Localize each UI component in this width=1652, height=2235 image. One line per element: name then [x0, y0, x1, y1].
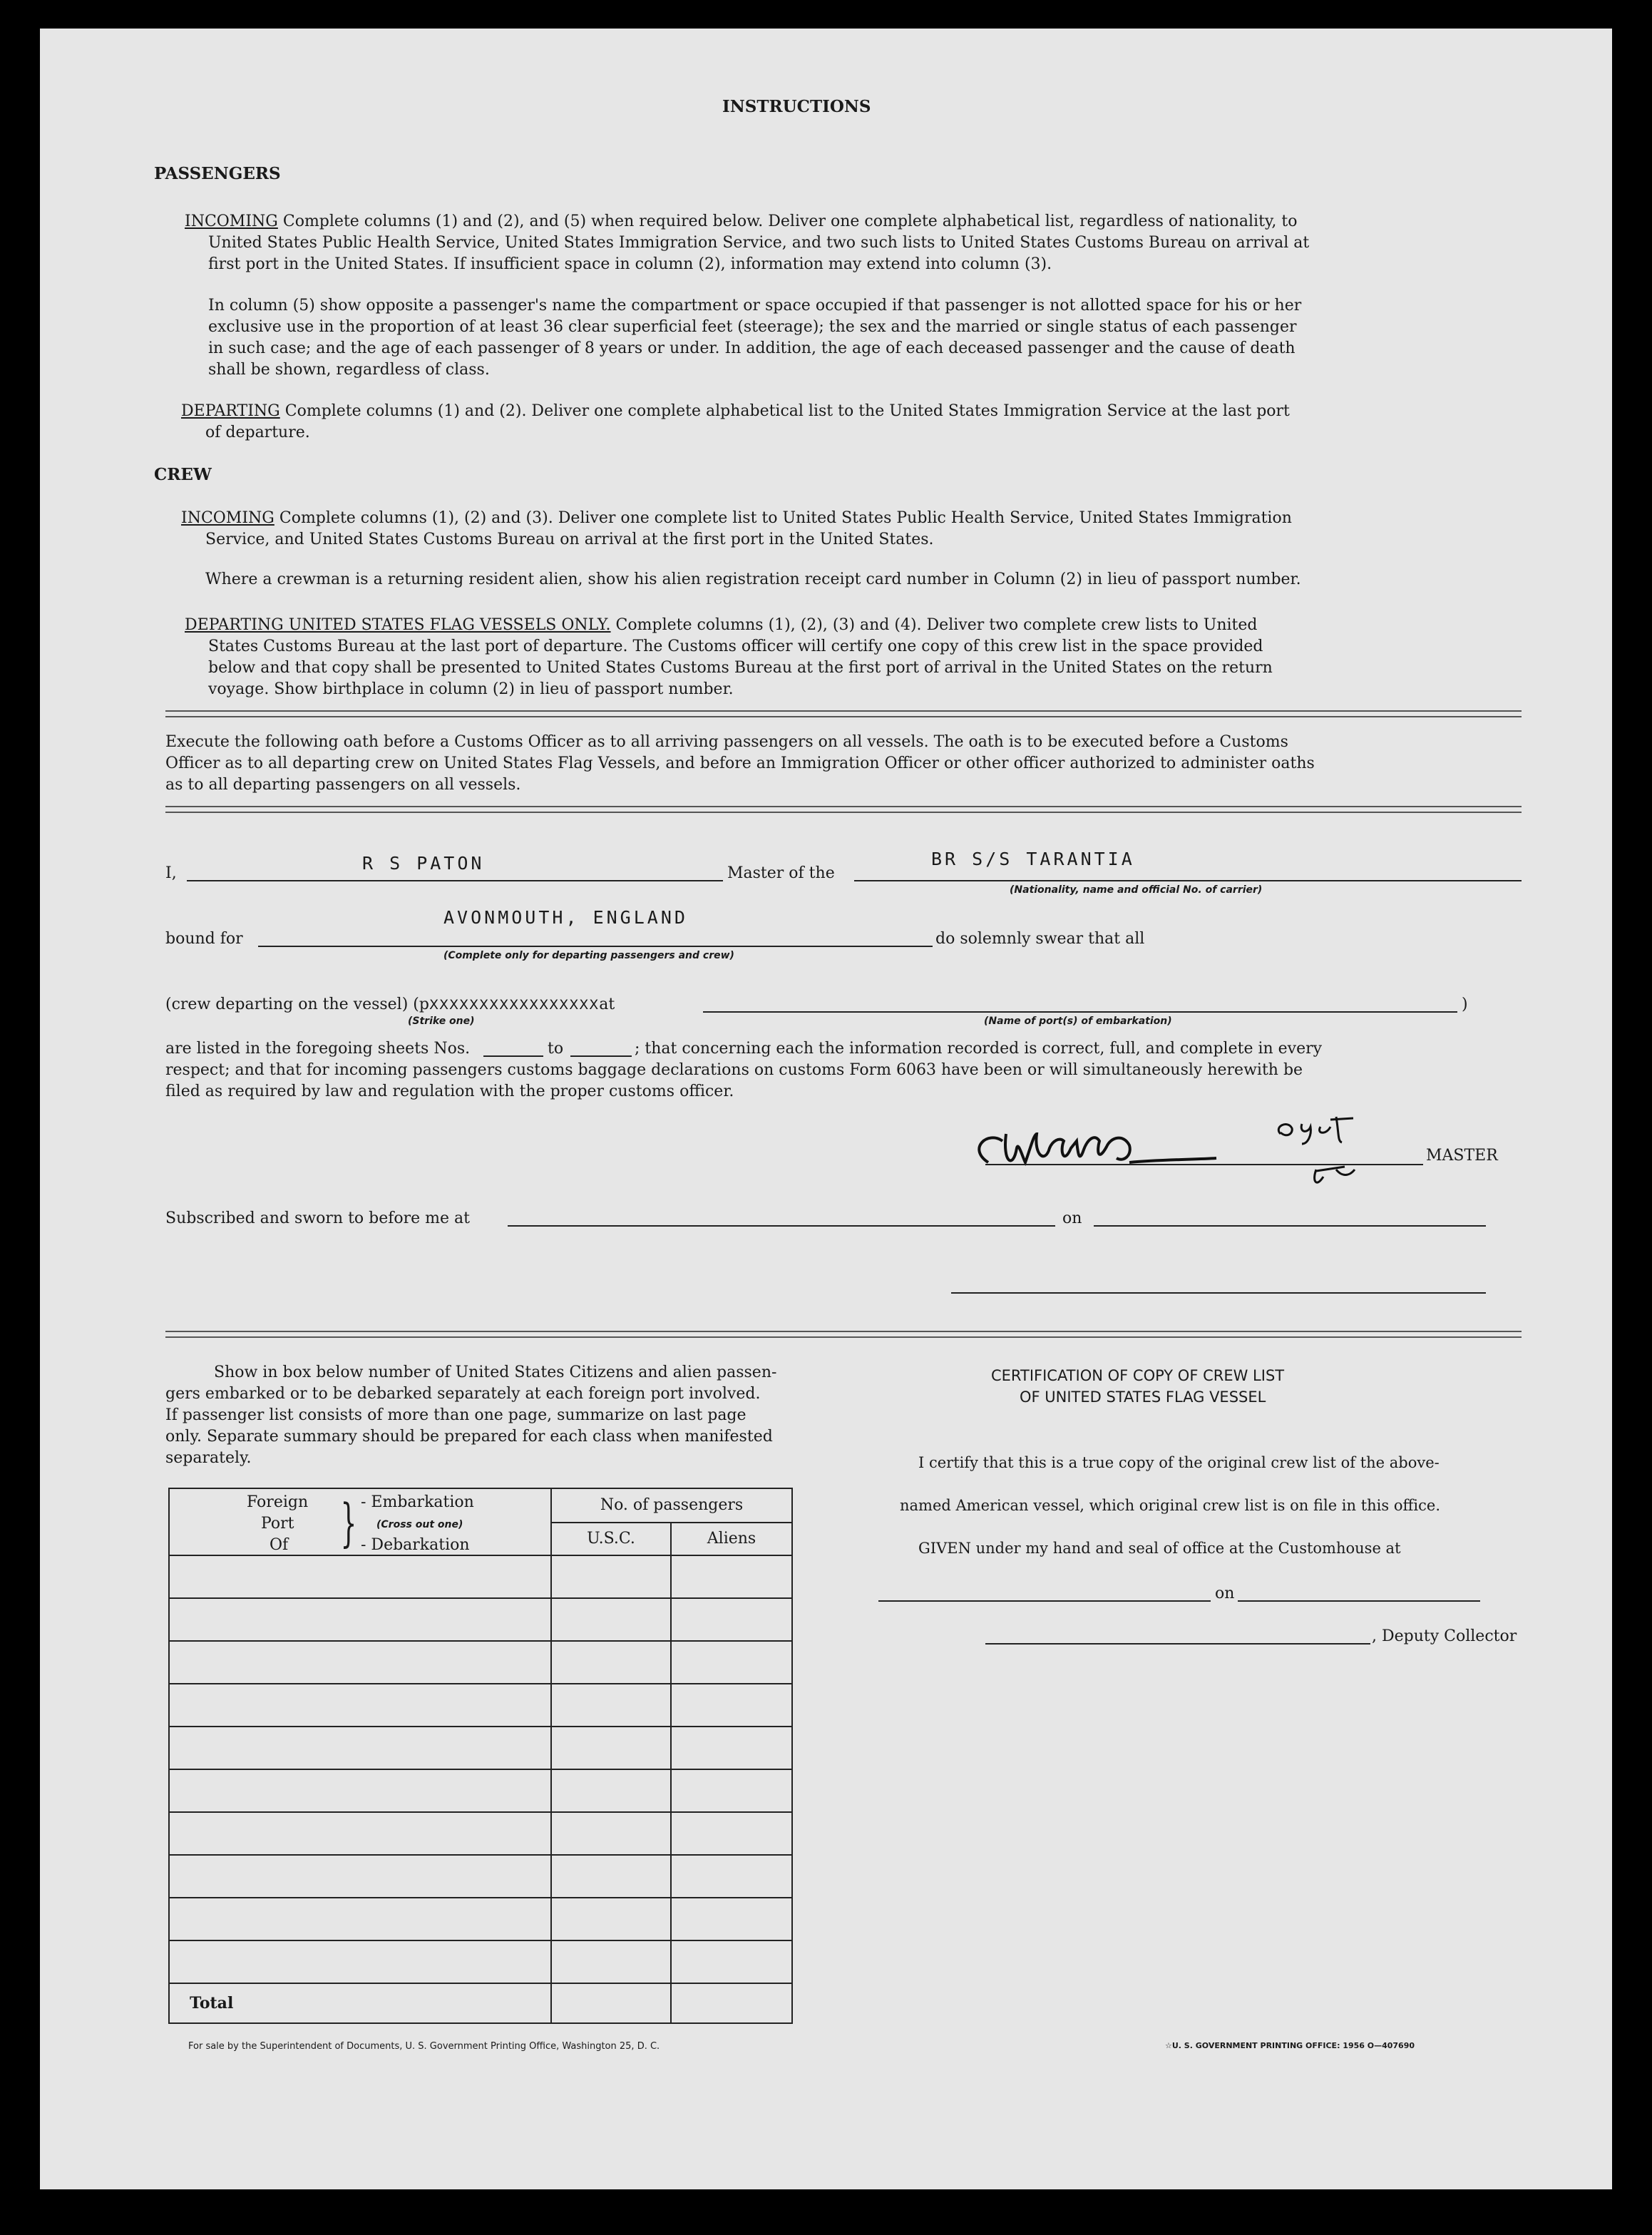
gpo-footer: ☆U. S. GOVERNMENT PRINTING OFFICE: 1956 O—407690 — [1165, 2041, 1415, 2050]
port-cell[interactable] — [169, 1598, 551, 1641]
ports-field-line — [703, 1011, 1457, 1013]
master-name-field-line — [187, 880, 723, 881]
on-label: on — [1062, 1209, 1082, 1227]
customhouse-field-line — [878, 1600, 1211, 1602]
passengers-departing-label: DEPARTING — [181, 402, 280, 420]
instructions-heading: INSTRUCTIONS — [722, 97, 871, 116]
deputy-collector-label: , Deputy Collector — [1372, 1627, 1517, 1645]
master-name-value[interactable]: R S PATON — [362, 853, 485, 874]
master-signature-line — [985, 1164, 1423, 1165]
usc-cell[interactable] — [551, 1598, 671, 1641]
column5-line1: In column (5) show opposite a passenger's name the compartment or space occupied if that passenger is not allotted space for his or her — [208, 297, 1302, 314]
usc-cell[interactable] — [551, 1898, 671, 1940]
crew-incoming-line1: INCOMING Complete columns (1), (2) and (3). Deliver one complete list to United States Public Health Service, United States Immigration — [181, 509, 1292, 527]
passengers-heading: PASSENGERS — [154, 164, 281, 183]
total-row — [169, 1983, 792, 2023]
table-header-row — [169, 1488, 792, 1523]
total-aliens-cell[interactable] — [671, 1983, 792, 2023]
summary-instr-line1: Show in box below number of United States Citizens and alien passen- — [214, 1364, 777, 1381]
sworn-date-field-line — [1094, 1225, 1486, 1227]
listed-to-label: to — [548, 1040, 564, 1058]
usc-cell[interactable] — [551, 1855, 671, 1898]
port-cell[interactable] — [169, 1898, 551, 1940]
usc-cell[interactable] — [551, 1727, 671, 1769]
vessel-value[interactable]: BR S/S TARANTIA — [931, 849, 1135, 869]
aliens-cell[interactable] — [671, 1684, 792, 1727]
struck-passengers-text: XXXXXXXXXXXXXXXXX — [429, 997, 600, 1013]
destination-field-line — [258, 946, 933, 947]
crew-departing-line4: voyage. Show birthplace in column (2) in lieu of passport number. — [208, 680, 734, 698]
aliens-cell[interactable] — [671, 1727, 792, 1769]
crew-heading: CREW — [154, 465, 212, 484]
foreign-label: Foreign — [247, 1493, 309, 1511]
foreign-port-header — [169, 1488, 551, 1555]
brace: } — [340, 1493, 357, 1553]
passengers-departing-line2: of departure. — [205, 424, 310, 441]
swear-label: do solemnly swear that all — [935, 930, 1145, 948]
table-row — [169, 1641, 792, 1684]
table-row — [169, 1555, 792, 1598]
sheet-from-field-line — [483, 1055, 543, 1057]
certification-line1: I certify that this is a true copy of the original crew list of the above- — [918, 1454, 1440, 1471]
table-row — [169, 1727, 792, 1769]
oath-intro-line3: as to all departing passengers on all vessels. — [165, 776, 521, 794]
crew-incoming-line2: Service, and United States Customs Bureau on arrival at the first port in the United States. — [205, 531, 934, 548]
usc-cell[interactable] — [551, 1684, 671, 1727]
column5-line4: shall be shown, regardless of class. — [208, 361, 490, 379]
port-cell[interactable] — [169, 1940, 551, 1983]
table-row — [169, 1898, 792, 1940]
embarkation-label: - Embarkation — [361, 1493, 474, 1511]
port-cell[interactable] — [169, 1684, 551, 1727]
passengers-incoming-line2: United States Public Health Service, United States Immigration Service, and two such lists to United States Customs Bureau on arrival at — [208, 234, 1310, 252]
aliens-cell[interactable] — [671, 1898, 792, 1940]
listed-line3: filed as required by law and regulation with the proper customs officer. — [165, 1083, 734, 1100]
summary-instr-line5: separately. — [165, 1449, 252, 1467]
certification-title-line1: CERTIFICATION OF COPY OF CREW LIST — [991, 1367, 1285, 1384]
summary-instr-line3: If passenger list consists of more than one page, summarize on last page — [165, 1406, 747, 1424]
strike-caption: (Strike one) — [408, 1016, 475, 1027]
cross-out-label: (Cross out one) — [376, 1519, 463, 1530]
certification-title-line2: OF UNITED STATES FLAG VESSEL — [1020, 1388, 1266, 1406]
certification-line2: named American vessel, which original crew list is on file in this office. — [900, 1497, 1440, 1514]
close-paren: ) — [1462, 996, 1468, 1013]
listed-line2: respect; and that for incoming passengers customs baggage declarations on customs Form 6063 have been or will simultaneously herewith be — [165, 1061, 1303, 1079]
summary-instr-line4: only. Separate summary should be prepared for each class when manifested — [165, 1428, 773, 1446]
crew-departing-line1: DEPARTING UNITED STATES FLAG VESSELS ONLY. Complete columns (1), (2), (3) and (4). Deliver two complete crew lists to United — [185, 616, 1258, 634]
crew-departing-label: DEPARTING UNITED STATES FLAG VESSELS ONLY. — [185, 616, 611, 634]
passenger-summary-table — [168, 1488, 793, 2024]
port-cell[interactable] — [169, 1812, 551, 1855]
column5-line3: in such case; and the age of each passenger of 8 years or under. In addition, the age of each deceased passenger and the cause of death — [208, 339, 1296, 357]
oath-intro-line1: Execute the following oath before a Customs Officer as to all arriving passengers on all vessels. The oath is to be executed before a Customs — [165, 733, 1288, 751]
crew-departing-line3: below and that copy shall be presented to United States Customs Bureau at the first port of arrival in the United States on the return — [208, 659, 1273, 677]
master-signature — [945, 1091, 1445, 1198]
vessel-field-line — [854, 880, 1522, 881]
summary-rows — [169, 1555, 792, 1983]
officer-signature-line — [951, 1292, 1486, 1294]
table-row — [169, 1940, 792, 1983]
aliens-cell[interactable] — [671, 1641, 792, 1684]
usc-cell[interactable] — [551, 1641, 671, 1684]
bound-for-label: bound for — [165, 930, 243, 948]
divider — [165, 1331, 1522, 1338]
usc-cell[interactable] — [551, 1769, 671, 1812]
certification-line3: GIVEN under my hand and seal of office at the Customhouse at — [918, 1540, 1401, 1557]
aliens-cell[interactable] — [671, 1555, 792, 1598]
total-label: Total — [169, 1983, 551, 2023]
subscribed-label: Subscribed and sworn to before me at — [165, 1209, 471, 1227]
passengers-incoming-line3: first port in the United States. If insufficient space in column (2), information may extend into column (3). — [208, 255, 1052, 273]
oath-intro-line2: Officer as to all departing crew on United States Flag Vessels, and before an Immigration Officer or other officer authorized to administer oaths — [165, 755, 1315, 772]
divider — [165, 710, 1522, 717]
sale-footer: For sale by the Superintendent of Documents, U. S. Government Printing Office, Washington 25, D. C. — [188, 2041, 660, 2052]
certification-on-label: on — [1215, 1585, 1235, 1602]
no-passengers-header: No. of passengers — [551, 1488, 792, 1523]
usc-header: U.S.C. — [551, 1523, 671, 1555]
aliens-cell[interactable] — [671, 1940, 792, 1983]
table-row — [169, 1812, 792, 1855]
column5-line2: exclusive use in the proportion of at least 36 clear superficial feet (steerage); the sex and the married or single status of each passenger — [208, 318, 1297, 336]
summary-instr-line2: gers embarked or to be debarked separately at each foreign port involved. — [165, 1385, 761, 1403]
listed-line1b: ; that concerning each the information recorded is correct, full, and complete in every — [635, 1040, 1323, 1058]
ports-caption: (Name of port(s) of embarkation) — [984, 1016, 1172, 1027]
resident-alien-note: Where a crewman is a returning resident alien, show his alien registration receipt card number in Column (2) in lieu of passport number. — [205, 571, 1301, 588]
sworn-place-field-line — [508, 1225, 1055, 1227]
usc-cell[interactable] — [551, 1812, 671, 1855]
aliens-header: Aliens — [671, 1523, 792, 1555]
total-usc-cell[interactable] — [551, 1983, 671, 2023]
destination-caption: (Complete only for departing passengers and crew) — [443, 950, 734, 961]
divider — [165, 806, 1522, 813]
listed-line1a: are listed in the foregoing sheets Nos. — [165, 1040, 471, 1058]
port-cell[interactable] — [169, 1727, 551, 1769]
vessel-caption: (Nationality, name and official No. of carrier) — [1010, 884, 1263, 896]
aliens-cell[interactable] — [671, 1598, 792, 1641]
usc-cell[interactable] — [551, 1555, 671, 1598]
master-of-label: Master of the — [727, 864, 835, 882]
master-label: MASTER — [1426, 1147, 1498, 1165]
debarkation-label: - Debarkation — [361, 1536, 470, 1554]
aliens-cell[interactable] — [671, 1855, 792, 1898]
table-row — [169, 1769, 792, 1812]
port-cell[interactable] — [169, 1855, 551, 1898]
crew-departing-text: (crew departing on the vessel) (pXXXXXXXXXXXXXXXXXat — [165, 996, 615, 1013]
deputy-signature-line — [985, 1643, 1370, 1645]
table-row — [169, 1855, 792, 1898]
passengers-departing-line1: DEPARTING Complete columns (1) and (2). Deliver one complete alphabetical list to the United States Immigration Service at the last port — [181, 402, 1290, 420]
passengers-incoming-label: INCOMING — [185, 213, 278, 230]
aliens-cell[interactable] — [671, 1769, 792, 1812]
of-label: Of — [270, 1536, 289, 1554]
usc-cell[interactable] — [551, 1940, 671, 1983]
crew-incoming-label: INCOMING — [181, 509, 275, 527]
crew-departing-line2: States Customs Bureau at the last port of departure. The Customs officer will certify one copy of this crew list in the space provided — [208, 638, 1263, 655]
port-cell[interactable] — [169, 1641, 551, 1684]
aliens-cell[interactable] — [671, 1812, 792, 1855]
port-label: Port — [261, 1515, 294, 1533]
port-cell[interactable] — [169, 1555, 551, 1598]
port-cell[interactable] — [169, 1769, 551, 1812]
table-row — [169, 1598, 792, 1641]
passengers-incoming-line1: INCOMING Complete columns (1) and (2), and (5) when required below. Deliver one complete alphabetical list, regardless of nationality, to — [185, 213, 1298, 230]
table-row — [169, 1684, 792, 1727]
form-page — [40, 29, 1612, 2189]
sheet-to-field-line — [570, 1055, 632, 1057]
certification-date-field-line — [1238, 1600, 1480, 1602]
oath-i-label: I, — [165, 864, 177, 882]
destination-value[interactable]: AVONMOUTH, ENGLAND — [443, 907, 688, 928]
